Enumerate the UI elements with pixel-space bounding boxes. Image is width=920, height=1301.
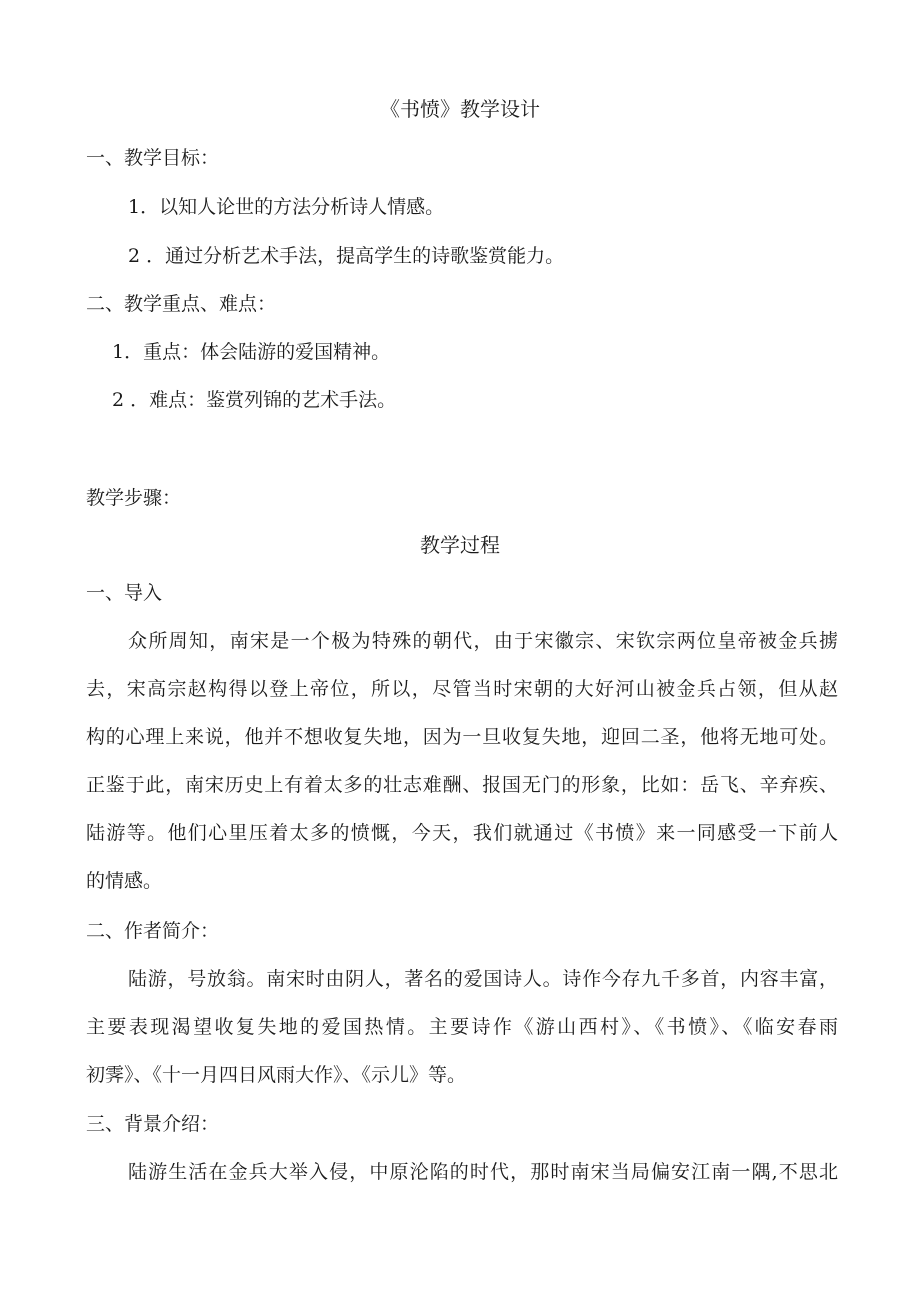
keypoint-item-2: 2 ．难点：鉴赏列锦的艺术手法。 (112, 389, 397, 411)
intro-paragraph-line: 的情感。 (86, 870, 163, 892)
intro-paragraph-line: 陆游等。他们心里压着太多的愤慨，今天，我们就通过《书愤》来一同感受一下前人 (86, 822, 838, 844)
intro-paragraph-line: 构的心理上来说，他并不想收复失地，因为一旦收复失地，迎回二圣，他将无地可处。 (86, 726, 838, 748)
section-heading-author: 二、作者简介： (86, 920, 220, 942)
background-paragraph-line: 陆游生活在金兵大举入侵，中原沦陷的时代，那时南宋当局偏安江南一隅,不思北 (128, 1161, 838, 1183)
section-heading-goals: 一、教学目标： (86, 147, 220, 169)
intro-paragraph-line: 众所周知，南宋是一个极为特殊的朝代，由于宋徽宗、宋钦宗两位皇帝被金兵掳 (128, 630, 838, 652)
steps-label: 教学步骤： (86, 487, 182, 509)
section-heading-keypoints: 二、教学重点、难点： (86, 293, 277, 315)
goal-item-2: 2 ．通过分析艺术手法，提高学生的诗歌鉴赏能力。 (128, 245, 565, 267)
author-paragraph-line: 主要表现渴望收复失地的爱国热情。主要诗作《游山西村》、《书愤》、《临安春雨 (86, 1016, 838, 1038)
author-paragraph-line: 陆游，号放翁。南宋时由阴人，著名的爱国诗人。诗作今存九千多首，内容丰富， (128, 968, 838, 990)
author-paragraph-line: 初霁》、《十一月四日风雨大作》、《示儿》等。 (86, 1064, 467, 1086)
process-title: 教学过程 (420, 533, 500, 557)
section-heading-background: 三、背景介绍： (86, 1113, 220, 1135)
document-title: 《书愤》教学设计 (380, 97, 540, 121)
keypoint-item-1: 1．重点：体会陆游的爱国精神。 (112, 341, 391, 363)
goal-item-1: 1．以知人论世的方法分析诗人情感。 (128, 196, 445, 218)
intro-paragraph-line: 正鉴于此，南宋历史上有着太多的壮志难酬、报国无门的形象，比如：岳飞、辛弃疾、 (86, 774, 838, 796)
intro-paragraph-line: 去，宋高宗赵构得以登上帝位，所以，尽管当时宋朝的大好河山被金兵占领，但从赵 (86, 678, 838, 700)
section-heading-intro: 一、导入 (86, 582, 163, 604)
